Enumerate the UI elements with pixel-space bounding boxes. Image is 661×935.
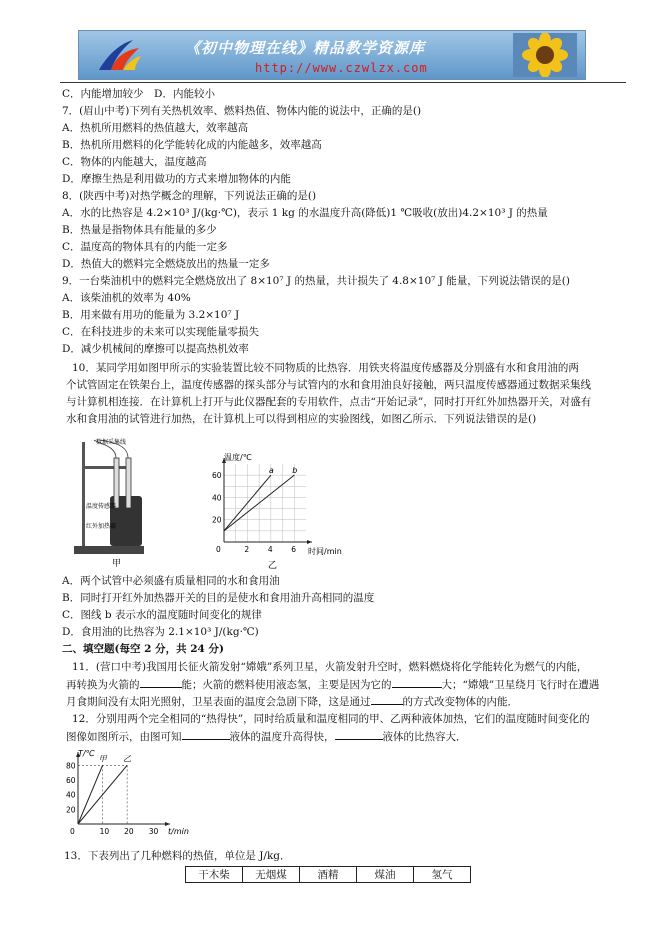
table-cell: 无烟煤 <box>243 867 300 883</box>
x-axis-arrow <box>165 822 170 826</box>
table-cell: 干木柴 <box>186 867 243 883</box>
q7-option-c: C．物体的内能越大，温度越高 <box>62 156 207 168</box>
q11-blank-2[interactable] <box>392 677 442 688</box>
origin-label: 0 <box>70 827 75 836</box>
q7-option-b: B．热机所用燃料的化学能转化成的内能越多，效率越高 <box>62 139 322 151</box>
q8-option-b: B．热量是指物体具有能量的多少 <box>62 224 217 236</box>
q10-stem-4: 水和食用油的试管进行加热，在计算机上可以得到相应的实验图线，如图乙所示．下列说法错误的是() <box>66 413 537 425</box>
apparatus-caption: 甲 <box>112 559 122 568</box>
q10-option-d: D．食用油的比热容为 2.1×10³ J/(kg·℃) <box>62 626 259 638</box>
apparatus-label-sensor: 温度传感器 <box>86 503 117 510</box>
q11-text-2c: 大；“嫦娥”卫星绕月飞行时在遭遇 <box>441 679 600 691</box>
table-cell: 酒精 <box>300 867 357 883</box>
q11-blank-1[interactable] <box>140 677 182 688</box>
y-tick-label: 40 <box>66 790 76 800</box>
q11-text-2b: 能；火箭的燃料使用液态氢，主要是因为它的 <box>181 679 392 691</box>
y-tick-label: 60 <box>66 776 76 785</box>
q9-option-d: D．减少机械间的摩擦可以提高热机效率 <box>62 343 249 355</box>
q12-blank-2[interactable] <box>335 729 383 740</box>
q13-stem: 13．下表列出了几种燃料的热值，单位是 J/kg． <box>64 850 291 862</box>
q12-line-1: 12．分别用两个完全相同的“热得快”，同时给质量和温度相同的甲、乙两种液体加热，它们的温度随时间变化的 <box>72 713 590 725</box>
y-tick-label: 80 <box>66 761 76 771</box>
x-tick-label: 30 <box>148 827 159 836</box>
q10-stem-2: 个试管固定在铁架台上，温度传感器的探头部分与试管内的水和食用油良好接触，两只温度传感器通过数据采集线 <box>66 379 591 391</box>
x-tick-label: 2 <box>244 545 250 554</box>
q10-option-b: B．同时打开红外加热器开关的目的是使水和食用油升高相同的温度 <box>62 592 375 604</box>
chart2-y-axis-label: T/℃ <box>78 749 95 758</box>
test-tube-right <box>126 458 131 508</box>
fuel-table <box>185 866 471 883</box>
q8-option-d: D．热值大的燃料完全燃烧放出的热量一定多 <box>62 258 270 270</box>
q6-options-cd: C．内能增加较少 D．内能较小 <box>62 88 215 100</box>
q8-stem: 8．(陕西中考)对热学概念的理解，下列说法正确的是() <box>62 190 317 202</box>
site-logo-icon <box>93 36 145 74</box>
q12-line-2 <box>66 729 467 744</box>
banner-title: 《初中物理在线》精品教学资源库 <box>185 39 426 57</box>
temperature-time-chart-2 <box>64 746 194 842</box>
series-line-甲 <box>78 765 103 824</box>
stand-base <box>74 546 144 554</box>
chart1-x-axis-label: 时间/min <box>308 547 342 556</box>
series-label: 乙 <box>123 754 132 764</box>
banner-url[interactable]: http://www.czwlzx.com <box>255 61 428 75</box>
y-tick-label: 20 <box>212 515 222 525</box>
q7-option-a: A．热机所用燃料的热值越大，效率越高 <box>62 122 249 134</box>
series-label: 甲 <box>98 754 107 764</box>
y-tick-label: 20 <box>66 805 76 815</box>
series-label: a <box>268 466 274 476</box>
q11-text-3b: 的方式改变物体的内能． <box>402 696 518 708</box>
test-tube-left <box>114 458 119 508</box>
apparatus-figure <box>70 436 160 568</box>
q7-stem: 7．(眉山中考)下列有关热机效率、燃料热值、物体内能的说法中，正确的是() <box>62 105 422 117</box>
x-axis-arrow <box>307 540 312 544</box>
q9-stem: 9．一台柴油机中的燃料完全燃烧放出了 8×10⁷ J 的热量，共计损失了 4.8×10⁷ J 能量，下列说法错误的是() <box>62 275 570 287</box>
table-row <box>186 867 471 883</box>
site-banner <box>78 30 586 80</box>
stand-rod <box>82 442 85 546</box>
chart1-caption: 乙 <box>268 561 278 570</box>
y-tick-label: 40 <box>212 493 222 503</box>
q10-stem-3: 与计算机相连接．在计算机上打开与此仪器配套的专用软件，点击“开始记录”，同时打开红外加热器开关，对盛有 <box>66 396 592 408</box>
q12-text-2c: 液体的比热容大． <box>382 731 467 743</box>
q8-option-c: C．温度高的物体具有的内能一定多 <box>62 241 228 253</box>
x-tick-label: 4 <box>267 545 273 554</box>
apparatus-label-cable: 数据采集线 <box>96 439 127 446</box>
q11-blank-3[interactable] <box>371 694 403 705</box>
apparatus-label-heater: 红外加热器 <box>86 523 117 530</box>
q10-option-a: A．两个试管中必须盛有质量相同的水和食用油 <box>62 575 280 587</box>
x-tick-label: 6 <box>291 545 297 554</box>
q9-option-c: C．在科技进步的未来可以实现能量零损失 <box>62 326 260 338</box>
q12-text-2b: 液体的温度升高得快， <box>229 731 335 743</box>
chart1-y-axis-label: 温度/℃ <box>224 453 252 462</box>
q9-option-a: A．该柴油机的效率为 40% <box>62 292 191 304</box>
q11-text-3a: 月食期间没有太阳光照射，卫星表面的温度会急剧下降，这是通过 <box>66 696 371 708</box>
table-cell: 煤油 <box>357 867 414 883</box>
section-2-heading: 二、填空题(每空 2 分，共 24 分) <box>62 643 224 655</box>
q12-blank-1[interactable] <box>182 729 230 740</box>
x-tick-label: 10 <box>99 827 110 836</box>
chart2-x-axis-label: t/min <box>168 827 189 836</box>
q9-option-b: B．用来做有用功的能量为 3.2×10⁷ J <box>62 309 240 321</box>
x-tick-label: 20 <box>124 827 134 836</box>
q7-option-d: D．摩擦生热是利用做功的方式来增加物体的内能 <box>62 173 291 185</box>
temperature-time-chart-1 <box>206 450 346 570</box>
series-label: b <box>292 466 298 476</box>
q10-stem-1: 10．某同学用如图甲所示的实验装置比较不同物质的比热容．用铁夹将温度传感器及分别盛有水和食用油的两 <box>72 362 579 374</box>
q11-line-1: 11．(营口中考)我国用长征火箭发射“嫦娥”系列卫星，火箭发射升空时，燃料燃烧将化学能转化为燃气的内能， <box>72 661 588 673</box>
table-cell: 氢气 <box>414 867 471 883</box>
q11-text-2a: 再转换为火箭的 <box>66 679 140 691</box>
sunflower-icon <box>513 33 577 77</box>
q8-option-a: A．水的比热容是 4.2×10³ J/(kg·℃)，表示 1 kg 的水温度升高(降低)1 ℃吸收(放出)4.2×10³ J 的热量 <box>62 207 548 219</box>
y-tick-label: 60 <box>212 471 222 481</box>
q10-option-c: C．图线 b 表示水的温度随时间变化的规律 <box>62 609 262 621</box>
q11-line-3 <box>66 694 518 709</box>
header-divider <box>60 82 626 83</box>
q12-text-2a: 图像如图所示，由图可知 <box>66 731 182 743</box>
q11-line-2 <box>66 677 599 692</box>
origin-label: 0 <box>216 545 221 554</box>
